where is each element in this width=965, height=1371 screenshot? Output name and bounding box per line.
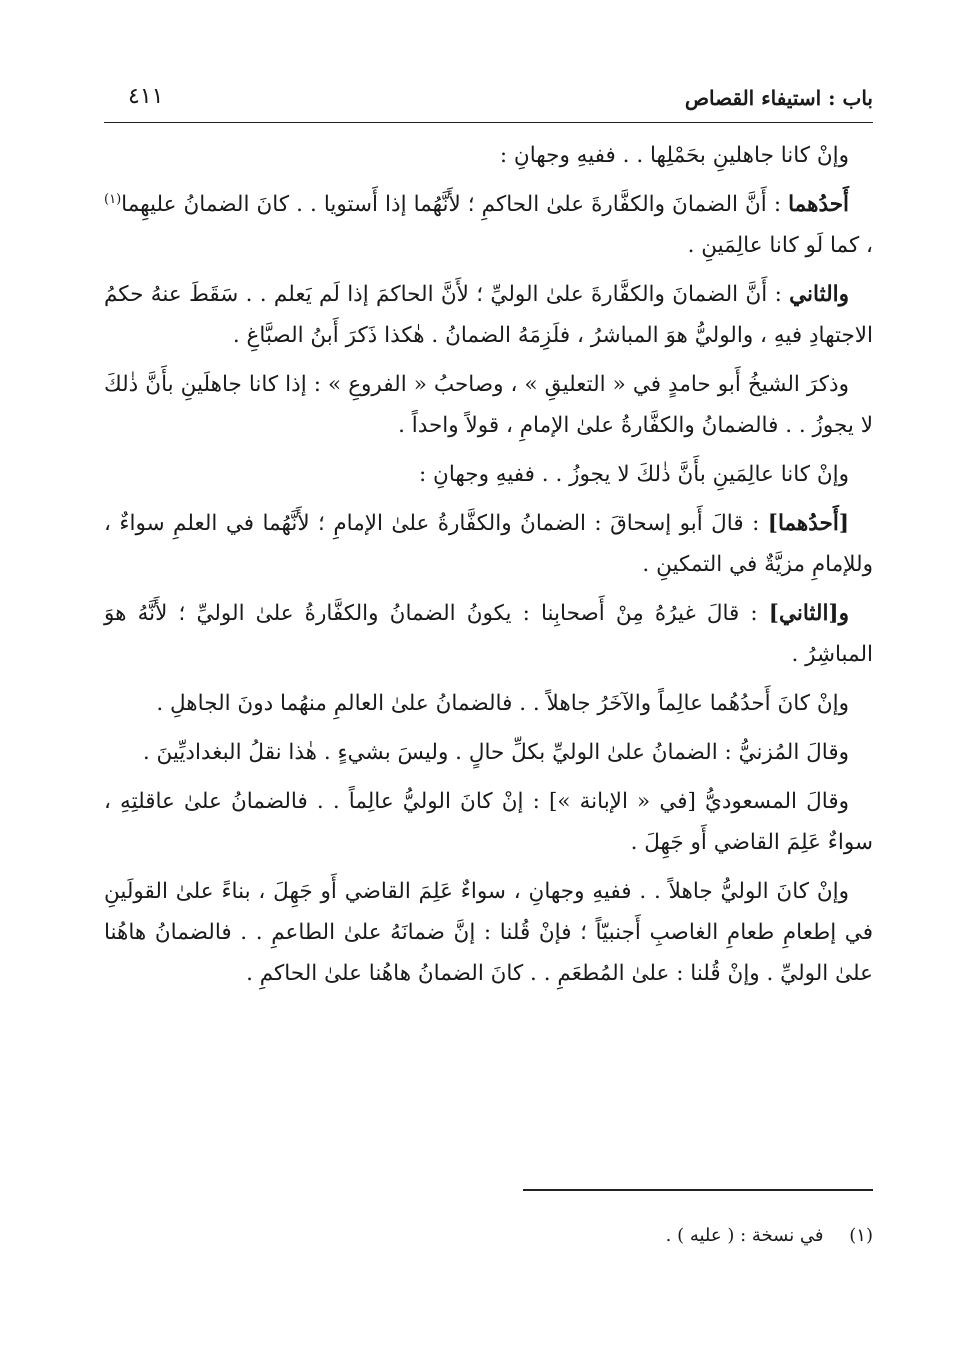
paragraph: وذكرَ الشيخُ أَبو حامدٍ في « التعليقِ » ، وصاحبُ « الفروعِ » : إذا كانا جاهلَينِ بأَنَّ ذٰلكَ لا يجوزُ . . فالضمانُ والكفَّارةُ علىٰ الإمامِ ، قولاً واحداً .	[104, 372, 873, 438]
footnote-number: (١)	[849, 1225, 873, 1246]
chapter-title: باب : استيفاء القصاص	[684, 86, 873, 110]
main-text	[104, 135, 873, 1002]
footnote-rule	[523, 1189, 873, 1191]
paragraph: أَحدُهما : أَنَّ الضمانَ والكفَّارةَ علىٰ الحاكمِ ؛ لأَنَّهُما إذا أَستويا . . كانَ الضمانُ عليهِما$^{(١)}$ ، كما لَو كانا عالِمَينِ .	[104, 191, 873, 258]
paragraph: وقالَ المسعوديُّ [في « الإبانة »] : إنْ كانَ الوليُّ عالِماً . . فالضمانُ علىٰ عاقلتِهِ ، سواءٌ عَلِمَ القاضي أَو جَهِلَ .	[104, 789, 873, 855]
paragraph: وإنْ كانَ الوليُّ جاهلاً . . ففيهِ وجهانِ ، سواءٌ عَلِمَ القاضي أَو جَهِلَ ، بناءً علىٰ القولَينِ في إطعامِ طعامِ الغاصبِ أَجنبيّاً ؛ فإنْ قُلنا : إنَّ ضمانَهُ علىٰ الطاعمِ . . فالضمانُ هاهُنا علىٰ الوليِّ . وإنْ قُلنا : علىٰ المُطعَمِ . . كانَ الضمانُ هاهُنا علىٰ الحاكمِ .	[104, 879, 873, 986]
paragraph: و[الثاني] : قالَ غيرُهُ مِنْ أَصحابِنا : يكونُ الضمانُ والكفَّارةُ علىٰ الوليِّ ؛ لأَنَّهُ هوَ المباشِرُ .	[104, 601, 873, 667]
paragraph: وإنْ كانا عالِمَينِ بأَنَّ ذٰلكَ لا يجوزُ . . ففيهِ وجهانِ :	[418, 462, 849, 487]
page-number: ٤١١	[128, 84, 164, 109]
running-header	[104, 86, 873, 118]
footnote	[101, 1222, 873, 1250]
footnote-marker: (١)	[104, 191, 122, 207]
header-rule	[104, 122, 873, 123]
paragraph: وإنْ كانا جاهلينِ بحَمْلِها . . ففيهِ وجهانِ :	[499, 143, 849, 168]
paragraph: وإنْ كانَ أَحدُهُما عالِماً والآخَرُ جاهلاً . . فالضمانُ علىٰ العالمِ منهُما دونَ الجاهلِ .	[156, 691, 849, 716]
paragraph: [أَحدُهما] : قالَ أَبو إسحاقَ : الضمانُ والكفَّارةُ علىٰ الإمامِ ؛ لأَنَّهُما في العلمِ سواءٌ ، وللإمامِ مزيَّةٌ في التمكينِ .	[104, 511, 873, 577]
paragraph: وقالَ المُزنيُّ : الضمانُ علىٰ الوليِّ بكلِّ حالٍ . وليسَ بشيءٍ . هٰذا نقلُ البغداديِّينَ .	[142, 740, 849, 765]
paragraph: والثاني : أَنَّ الضمانَ والكفَّارةَ علىٰ الوليِّ ؛ لأَنَّ الحاكمَ إذا لَم يَعلم . . سَقَطَ عنهُ حكمُ الاجتهادِ فيهِ ، والوليُّ هوَ المباشرُ ، فلَزِمَهُ الضمانُ . هٰكذا ذَكرَ أَبنُ الصبَّاغِ .	[104, 282, 873, 348]
footnote-text: في نسخة : ( عليه ) .	[665, 1225, 824, 1246]
